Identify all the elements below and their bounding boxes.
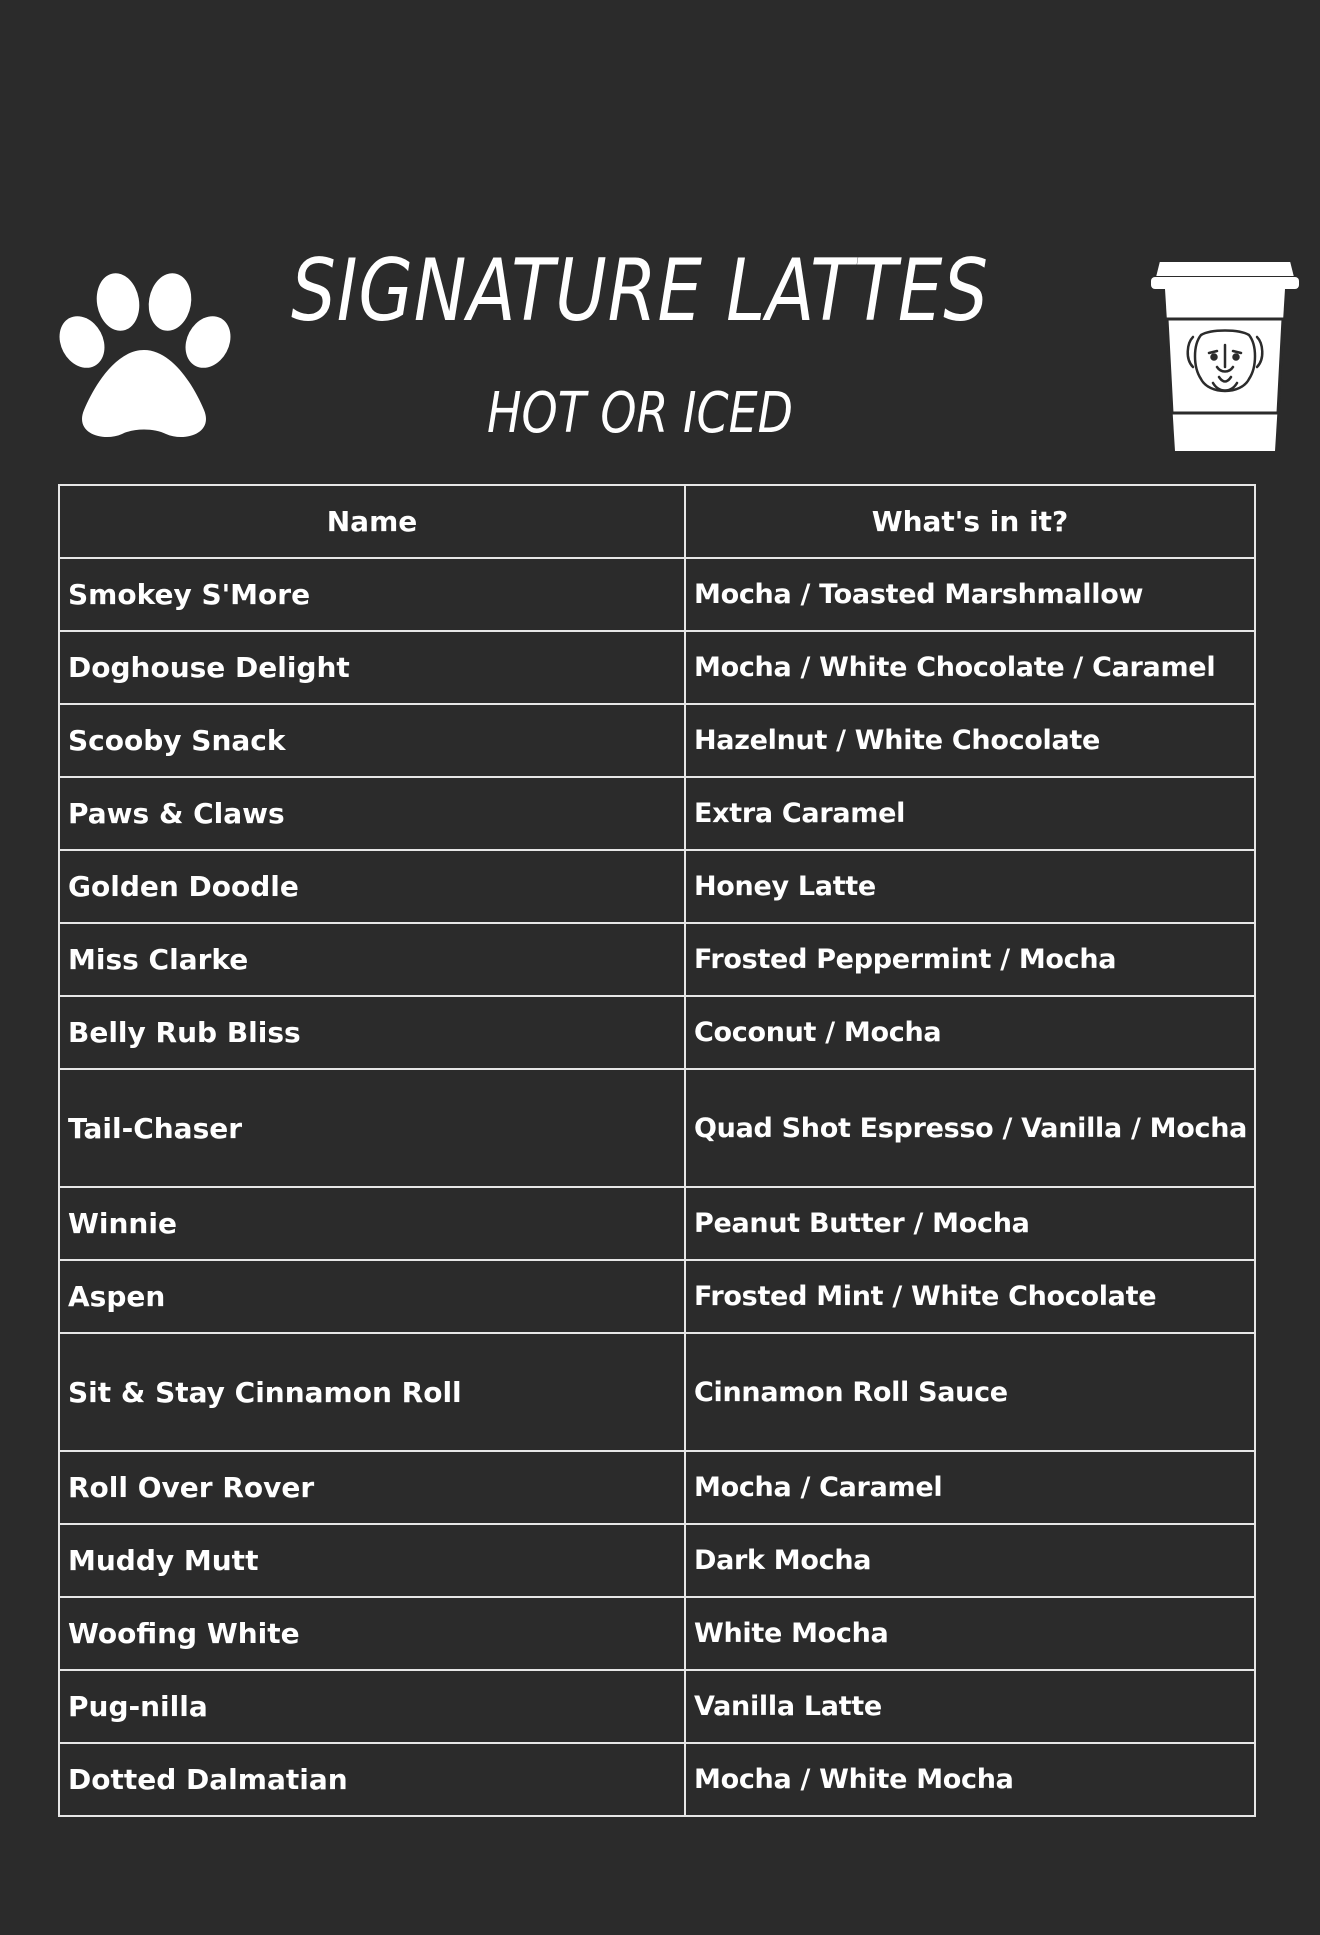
table-row [59,996,1255,1069]
latte-name: Roll Over Rover [59,1451,685,1524]
latte-ingredients: Peanut Butter / Mocha [685,1187,1255,1260]
table-row [59,1670,1255,1743]
table-row [59,850,1255,923]
latte-name: Winnie [59,1187,685,1260]
latte-name: Miss Clarke [59,923,685,996]
table-row [59,1524,1255,1597]
latte-ingredients: Mocha / White Mocha [685,1743,1255,1816]
latte-name: Tail-Chaser [59,1069,685,1187]
latte-ingredients: Mocha / Caramel [685,1451,1255,1524]
table-row [59,1069,1255,1187]
table-row [59,1260,1255,1333]
latte-ingredients: Frosted Peppermint / Mocha [685,923,1255,996]
latte-ingredients: Extra Caramel [685,777,1255,850]
latte-ingredients: Cinnamon Roll Sauce [685,1333,1255,1451]
latte-name: Pug-nilla [59,1670,685,1743]
latte-ingredients: Mocha / White Chocolate / Caramel [685,631,1255,704]
table-row [59,1333,1255,1451]
latte-ingredients: Honey Latte [685,850,1255,923]
latte-name: Woofing White [59,1597,685,1670]
latte-ingredients: Vanilla Latte [685,1670,1255,1743]
latte-ingredients: Mocha / Toasted Marshmallow [685,558,1255,631]
latte-name: Muddy Mutt [59,1524,685,1597]
page-subtitle: HOT OR ICED [487,381,793,446]
latte-ingredients: Quad Shot Espresso / Vanilla / Mocha [685,1069,1255,1187]
table-row [59,1187,1255,1260]
table-row [59,923,1255,996]
latte-name: Paws & Claws [59,777,685,850]
latte-menu-table [58,484,1256,1817]
latte-name: Dotted Dalmatian [59,1743,685,1816]
latte-name: Scooby Snack [59,704,685,777]
table-header-row [59,485,1255,558]
page-title: SIGNATURE LATTES [291,241,989,341]
table-row [59,1743,1255,1816]
coffee-cup-dog-icon [1145,255,1305,455]
latte-name: Aspen [59,1260,685,1333]
latte-name: Belly Rub Bliss [59,996,685,1069]
column-header-name: Name [59,485,685,558]
paw-print-icon [56,268,236,440]
table-row [59,631,1255,704]
table-row [59,1451,1255,1524]
latte-name: Golden Doodle [59,850,685,923]
latte-name: Smokey S'More [59,558,685,631]
table-row [59,704,1255,777]
latte-ingredients: Frosted Mint / White Chocolate [685,1260,1255,1333]
column-header-ingredients: What's in it? [685,485,1255,558]
latte-name: Doghouse Delight [59,631,685,704]
latte-ingredients: White Mocha [685,1597,1255,1670]
latte-ingredients: Hazelnut / White Chocolate [685,704,1255,777]
latte-name: Sit & Stay Cinnamon Roll [59,1333,685,1451]
latte-ingredients: Dark Mocha [685,1524,1255,1597]
table-row [59,558,1255,631]
table-row [59,777,1255,850]
table-row [59,1597,1255,1670]
latte-ingredients: Coconut / Mocha [685,996,1255,1069]
